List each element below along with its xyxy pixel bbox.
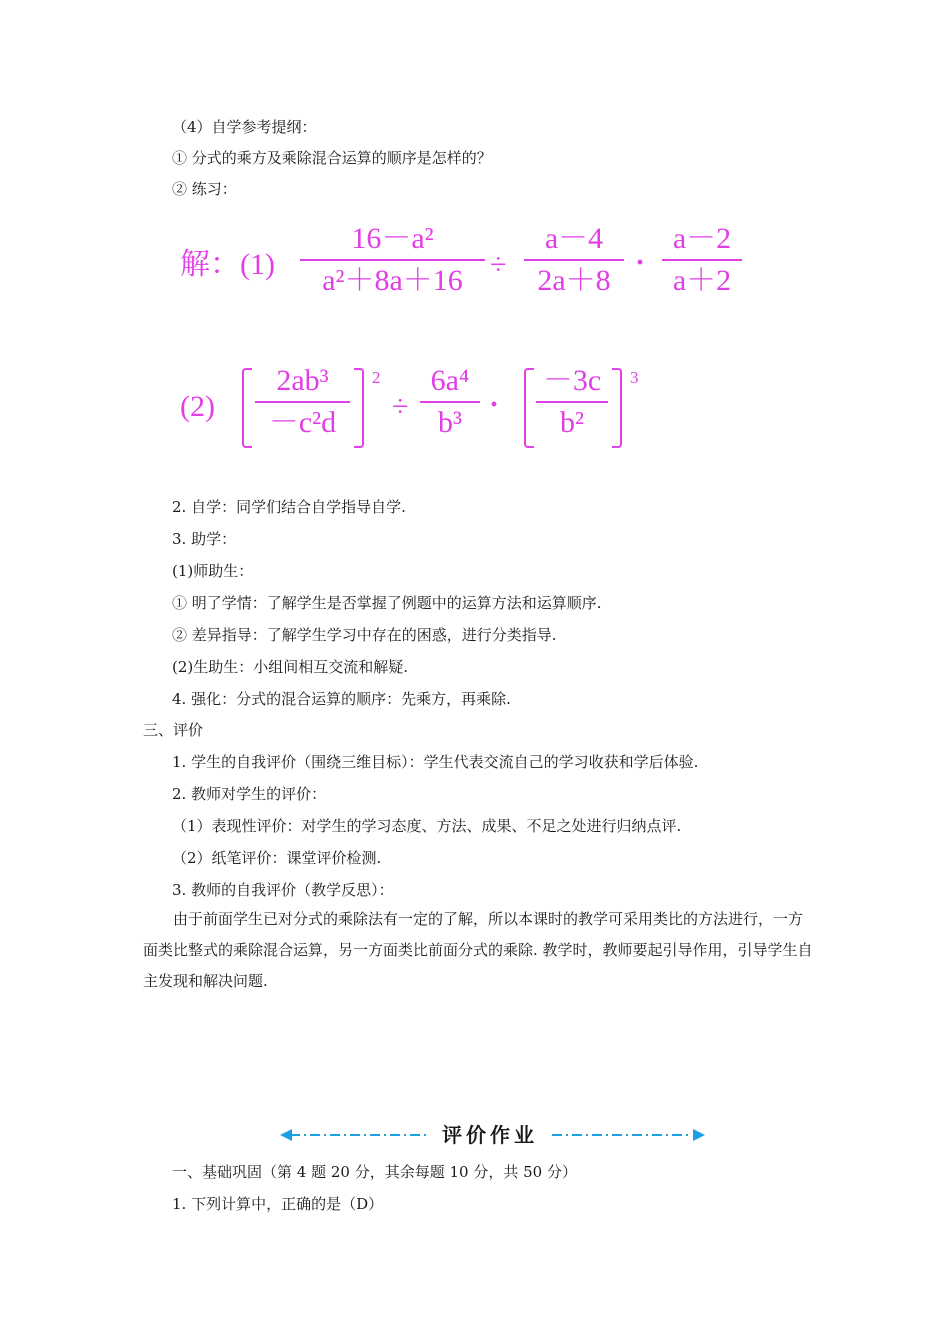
left-paren-1 (242, 368, 252, 448)
right-paren-2 (612, 368, 622, 448)
eval-item-1: 1. 学生的自我评价（围绕三维目标）：学生代表交流自己的学习收获和学后体验. (172, 753, 699, 771)
math-problem-2 (180, 364, 680, 454)
eval-item-2-2: （2）纸笔评价：课堂评价检测. (172, 849, 382, 867)
basic-section-heading: 一、基础巩固（第 4 题 20 分，其余每题 10 分，共 50 分） (172, 1163, 577, 1181)
section-evaluation-heading: 三、评价 (143, 721, 204, 739)
reflection-paragraph: 由于前面学生已对分式的乘除法有一定的了解，所以本课时的教学可采用类比的方法进行，一方面类比整式的乘除混合运算，另一方面类比前面分式的乘除. 教学时，教师要起引导作用，引导学生自主发现和解决问题. (143, 910, 813, 990)
fraction-1-denominator: a²＋8a＋16 (322, 264, 463, 297)
exponent-1: 2 (372, 368, 381, 387)
multiply-operator-2: · (489, 388, 500, 421)
teacher-help-heading: (1)师助生： (172, 562, 254, 580)
fraction-3 (662, 222, 742, 298)
eval-item-3: 3. 教师的自我评价（教学反思）： (172, 881, 394, 899)
divide-operator-2: ÷ (392, 390, 409, 423)
outline-heading: （4）自学参考提纲： (172, 118, 317, 136)
fraction-5 (420, 364, 480, 440)
fraction-2-denominator: 2a＋8 (537, 264, 611, 297)
divide-operator: ÷ (490, 248, 507, 281)
homework-banner (280, 1118, 705, 1152)
eval-item-2-1: （1）表现性评价：对学生的学习态度、方法、成果、不足之处进行归纳点评. (172, 817, 682, 835)
left-paren-2 (524, 368, 534, 448)
question-1: 1. 下列计算中，正确的是（D） (172, 1195, 384, 1213)
teacher-help-item-2: ② 差异指导：了解学生学习中存在的困惑，进行分类指导. (172, 626, 557, 644)
eval-item-2: 2. 教师对学生的评价： (172, 785, 327, 803)
fraction-4-numerator: 2ab³ (276, 364, 329, 397)
fraction-5-numerator: 6a⁴ (430, 364, 470, 397)
fraction-3-numerator: a－2 (672, 222, 732, 255)
fraction-6 (536, 364, 608, 440)
fraction-1-numerator: 16－a² (351, 222, 434, 255)
fraction-4-denominator: －c²d (268, 406, 337, 439)
help-study-heading: 3. 助学： (172, 530, 237, 548)
right-paren-1 (354, 368, 364, 448)
peer-help-line: (2)生助生：小组间相互交流和解疑. (172, 658, 409, 676)
self-study-line: 2. 自学：同学们结合自学指导自学. (172, 498, 406, 516)
fraction-2-numerator: a－4 (544, 222, 604, 255)
problem-2-label: (2) (180, 390, 215, 423)
banner-title: 评价作业 (442, 1123, 538, 1147)
problem-1-label: 解：(1) (180, 248, 275, 281)
reinforce-line: 4. 强化：分式的混合运算的顺序：先乘方，再乘除. (172, 690, 511, 708)
multiply-operator: · (635, 246, 646, 279)
fraction-2 (524, 222, 624, 298)
exponent-2: 3 (630, 368, 639, 387)
fraction-3-denominator: a＋2 (672, 264, 732, 297)
fraction-5-denominator: b³ (438, 406, 462, 439)
outline-question-1: ① 分式的乘方及乘除混合运算的顺序是怎样的？ (172, 149, 492, 167)
teacher-help-item-1: ① 明了学情：了解学生是否掌握了例题中的运算方法和运算顺序. (172, 594, 602, 612)
fraction-4 (255, 364, 350, 440)
fraction-6-denominator: b² (560, 406, 584, 439)
fraction-6-numerator: －3c (542, 364, 602, 397)
outline-exercise-label: ② 练习： (172, 180, 237, 198)
fraction-1 (300, 222, 485, 298)
math-problem-1 (180, 222, 760, 312)
